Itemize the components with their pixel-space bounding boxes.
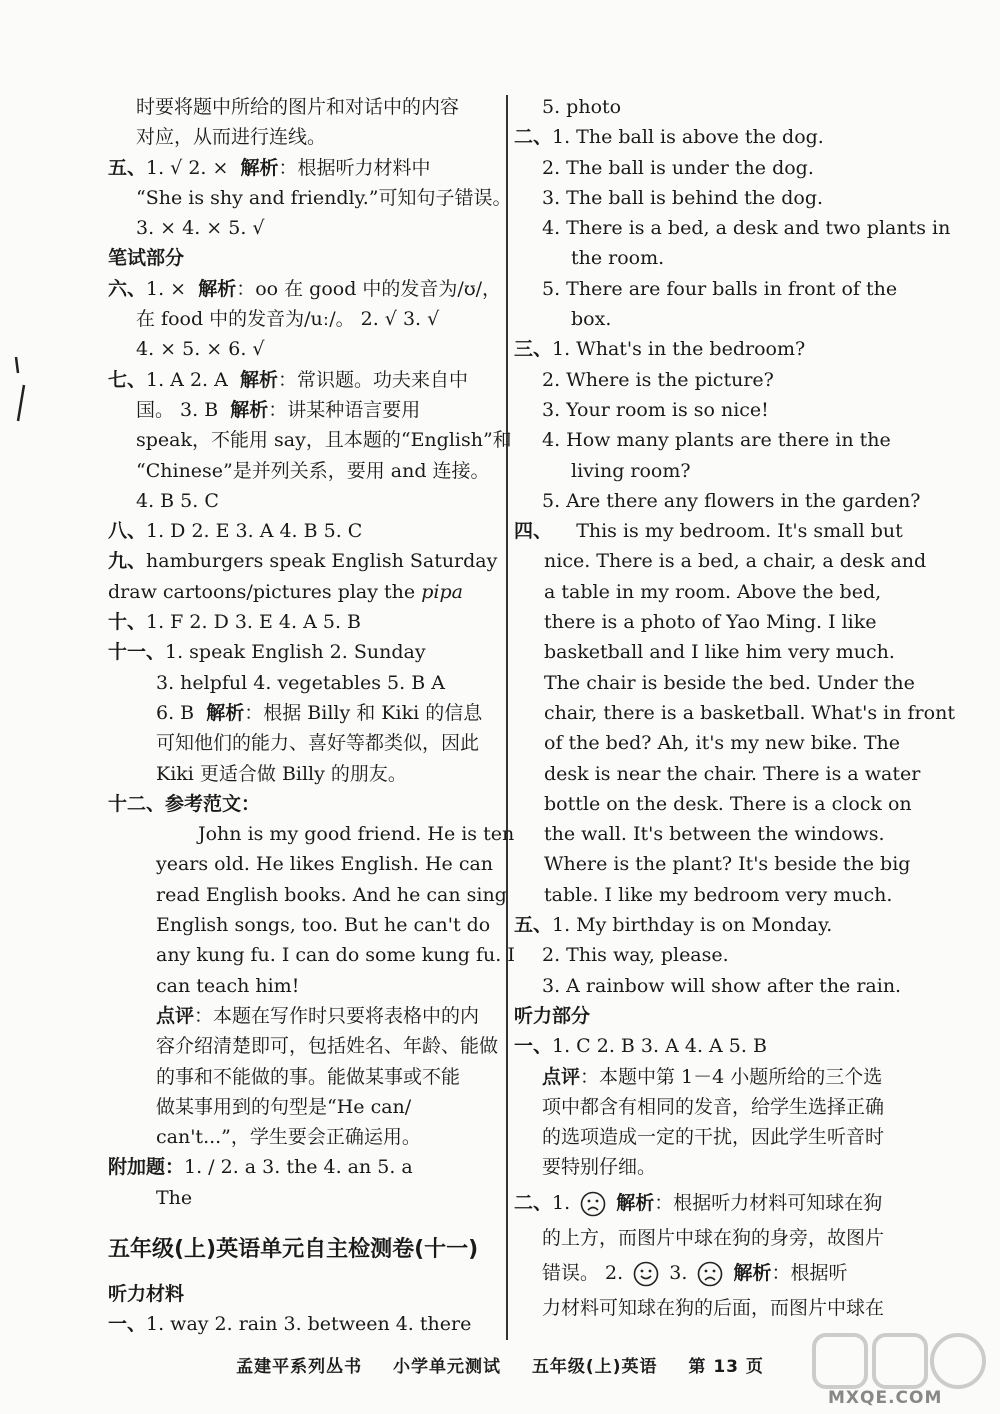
text-line: bottle on the desk. There is a clock on [544,792,912,815]
listening-material-title: 听力材料 [108,1282,185,1305]
comment-line: 错误。 2. 3. 解析：根据听 [514,1253,906,1293]
footer-series: 孟建平系列丛书 [236,1357,363,1377]
essay-line: can teach him! [156,974,300,997]
section-4: 四、 This is my bedroom. It's small but [514,520,903,543]
unit-title: 五年级(上)英语单元自主检测卷(十一) [108,1236,479,1262]
text-line: desk is near the chair. There is a water [544,762,921,785]
text-line: 4. B 5. C [136,489,219,512]
text-line: The [156,1186,193,1209]
text-line: 2. This way, please. [542,944,729,967]
watermark-text: MXQE.COM [828,1388,943,1408]
listening-section-2: 二、1. 解析：根据听力材料可知球在狗 [514,1183,906,1223]
comment-line: 的上方，而图片中球在狗的身旁，故图片 [542,1226,885,1249]
text-line: The chair is beside the bed. Under the [544,671,915,694]
section-2: 二、1. The ball is above the dog. [514,126,824,149]
section-5-right: 五、1. My birthday is on Monday. [514,914,833,937]
text-line: Where is the plant? It's beside the big [544,853,911,876]
text-line: 3. The ball is behind the dog. [542,186,824,209]
text-line: of the bed? Ah, it's my new bike. The [544,732,901,755]
section-3: 三、1. What's in the bedroom? [514,338,806,361]
column-divider [506,95,508,1340]
text-line: 3. A rainbow will show after the rain. [542,974,902,997]
text-line: 2. The ball is under the dog. [542,156,814,179]
text-line: 4. There is a bed, a desk and two plants in [542,217,951,240]
essay-line: read English books. And he can sing [156,883,507,906]
sad-face-icon [580,1191,606,1217]
essay-line: English songs, too. But he can't do [156,914,491,937]
text-line: the room. [571,247,665,270]
text-line: chair, there is a basketball. What's in front [544,701,955,724]
text-line: 3. Your room is so nice! [542,398,769,421]
comment-line: 容介绍清楚即可，包括姓名、年龄、能做 [156,1035,499,1058]
left-column [108,92,515,1340]
text-line: 5. There are four balls in front of the [542,277,898,300]
text-line: 国。 3. B 解析：讲某种语言要用 [136,398,421,421]
comment-line: 要特别仔细。 [542,1156,657,1179]
text-line: speak，不能用 say，且本题的“English”和 [136,429,512,452]
text-line: table. I like my bedroom very much. [544,883,893,906]
text-line: there is a photo of Yao Ming. I like [544,611,877,634]
comment-line: 的选项造成一定的干扰，因此学生听音时 [542,1126,885,1149]
section-10: 十、1. F 2. D 3. E 4. A 5. B [108,611,361,634]
written-part-title: 笔试部分 [108,247,185,270]
section-7: 七、1. A 2. A 解析：常识题。功夫来自中 [108,368,468,391]
footer-grade: 五年级(上)英语 [531,1357,658,1377]
section-11: 十一、1. speak English 2. Sunday [108,641,426,664]
extra-question: 附加题：1. / 2. a 3. the 4. an 5. a [108,1156,413,1179]
text-line: “She is shy and friendly.”可知句子错误。 [136,186,512,209]
text-line: 4. × 5. × 6. √ [136,338,265,361]
comment-line: can't...”，学生要会正确运用。 [156,1126,421,1149]
pen-mark [10,355,30,425]
text-line: the wall. It's between the windows. [544,823,885,846]
text-line: 5. photo [542,96,622,118]
text-line: 在 food 中的发音为/uː/。 2. √ 3. √ [136,308,440,331]
text-line: “Chinese”是并列关系，要用 and 连接。 [136,459,490,482]
text-line: 5. Are there any flowers in the garden? [542,489,921,512]
text-line: a table in my room. Above the bed, [544,580,882,603]
comment-line: 力材料可知球在狗的后面，而图片中球在 [542,1296,885,1319]
section-12: 十二、参考范文： [108,792,261,815]
essay-line: years old. He likes English. He can [156,853,494,876]
section-1: 一、1. way 2. rain 3. between 4. there [108,1313,472,1336]
comment-line: 点评：本题在写作时只要将表格中的内 [156,1004,480,1027]
sad-face-icon [697,1261,723,1287]
text-line: box. [571,308,612,331]
essay-line: John is my good friend. He is ten [198,823,515,846]
listening-part-title: 听力部分 [514,1004,591,1027]
text-line: 3. helpful 4. vegetables 5. B A [156,671,445,694]
text-line: 3. × 4. × 5. √ [136,217,265,240]
section-5: 五、1. √ 2. × 解析：根据听力材料中 [108,156,431,179]
section-8: 八、1. D 2. E 3. A 4. B 5. C [108,520,363,543]
text-line: living room? [571,459,691,482]
text-line: 6. B 解析：根据 Billy 和 Kiki 的信息 [156,701,483,724]
text-line: 2. Where is the picture? [542,368,774,391]
footer-book: 小学单元测试 [393,1357,502,1377]
text-line: 可知他们的能力、喜好等都类似，因此 [156,732,480,755]
comment-line: 的事和不能做的事。能做某事或不能 [156,1065,461,1088]
comment-line: 项中都含有相同的发音，给学生选择正确 [542,1095,885,1118]
text-line: nice. There is a bed, a chair, a desk and [544,550,927,573]
section-9: 九、hamburgers speak English Saturday [108,550,498,573]
text-line: 4. How many plants are there in the [542,429,891,452]
text-line: draw cartoons/pictures play the pipa [108,580,463,603]
text-line: basketball and I like him very much. [544,641,895,664]
comment-line: 做某事用到的句型是“He can/ [156,1095,412,1118]
section-6: 六、1. × 解析：oo 在 good 中的发音为/ʊ/， [108,277,502,300]
text-line: 时要将题中所给的图片和对话中的内容 [136,96,460,118]
listening-section-1: 一、1. C 2. B 3. A 4. A 5. B [514,1035,767,1058]
footer-page-number: 第 13 页 [688,1357,764,1377]
text-line: 对应，从而进行连线。 [136,126,327,149]
smile-face-icon [633,1261,659,1287]
right-column [514,92,955,1323]
essay-line: any kung fu. I can do some kung fu. I [156,944,515,967]
text-line: Kiki 更适合做 Billy 的朋友。 [156,762,407,785]
comment-line: 点评：本题中第 1－4 小题所给的三个选 [542,1065,883,1088]
